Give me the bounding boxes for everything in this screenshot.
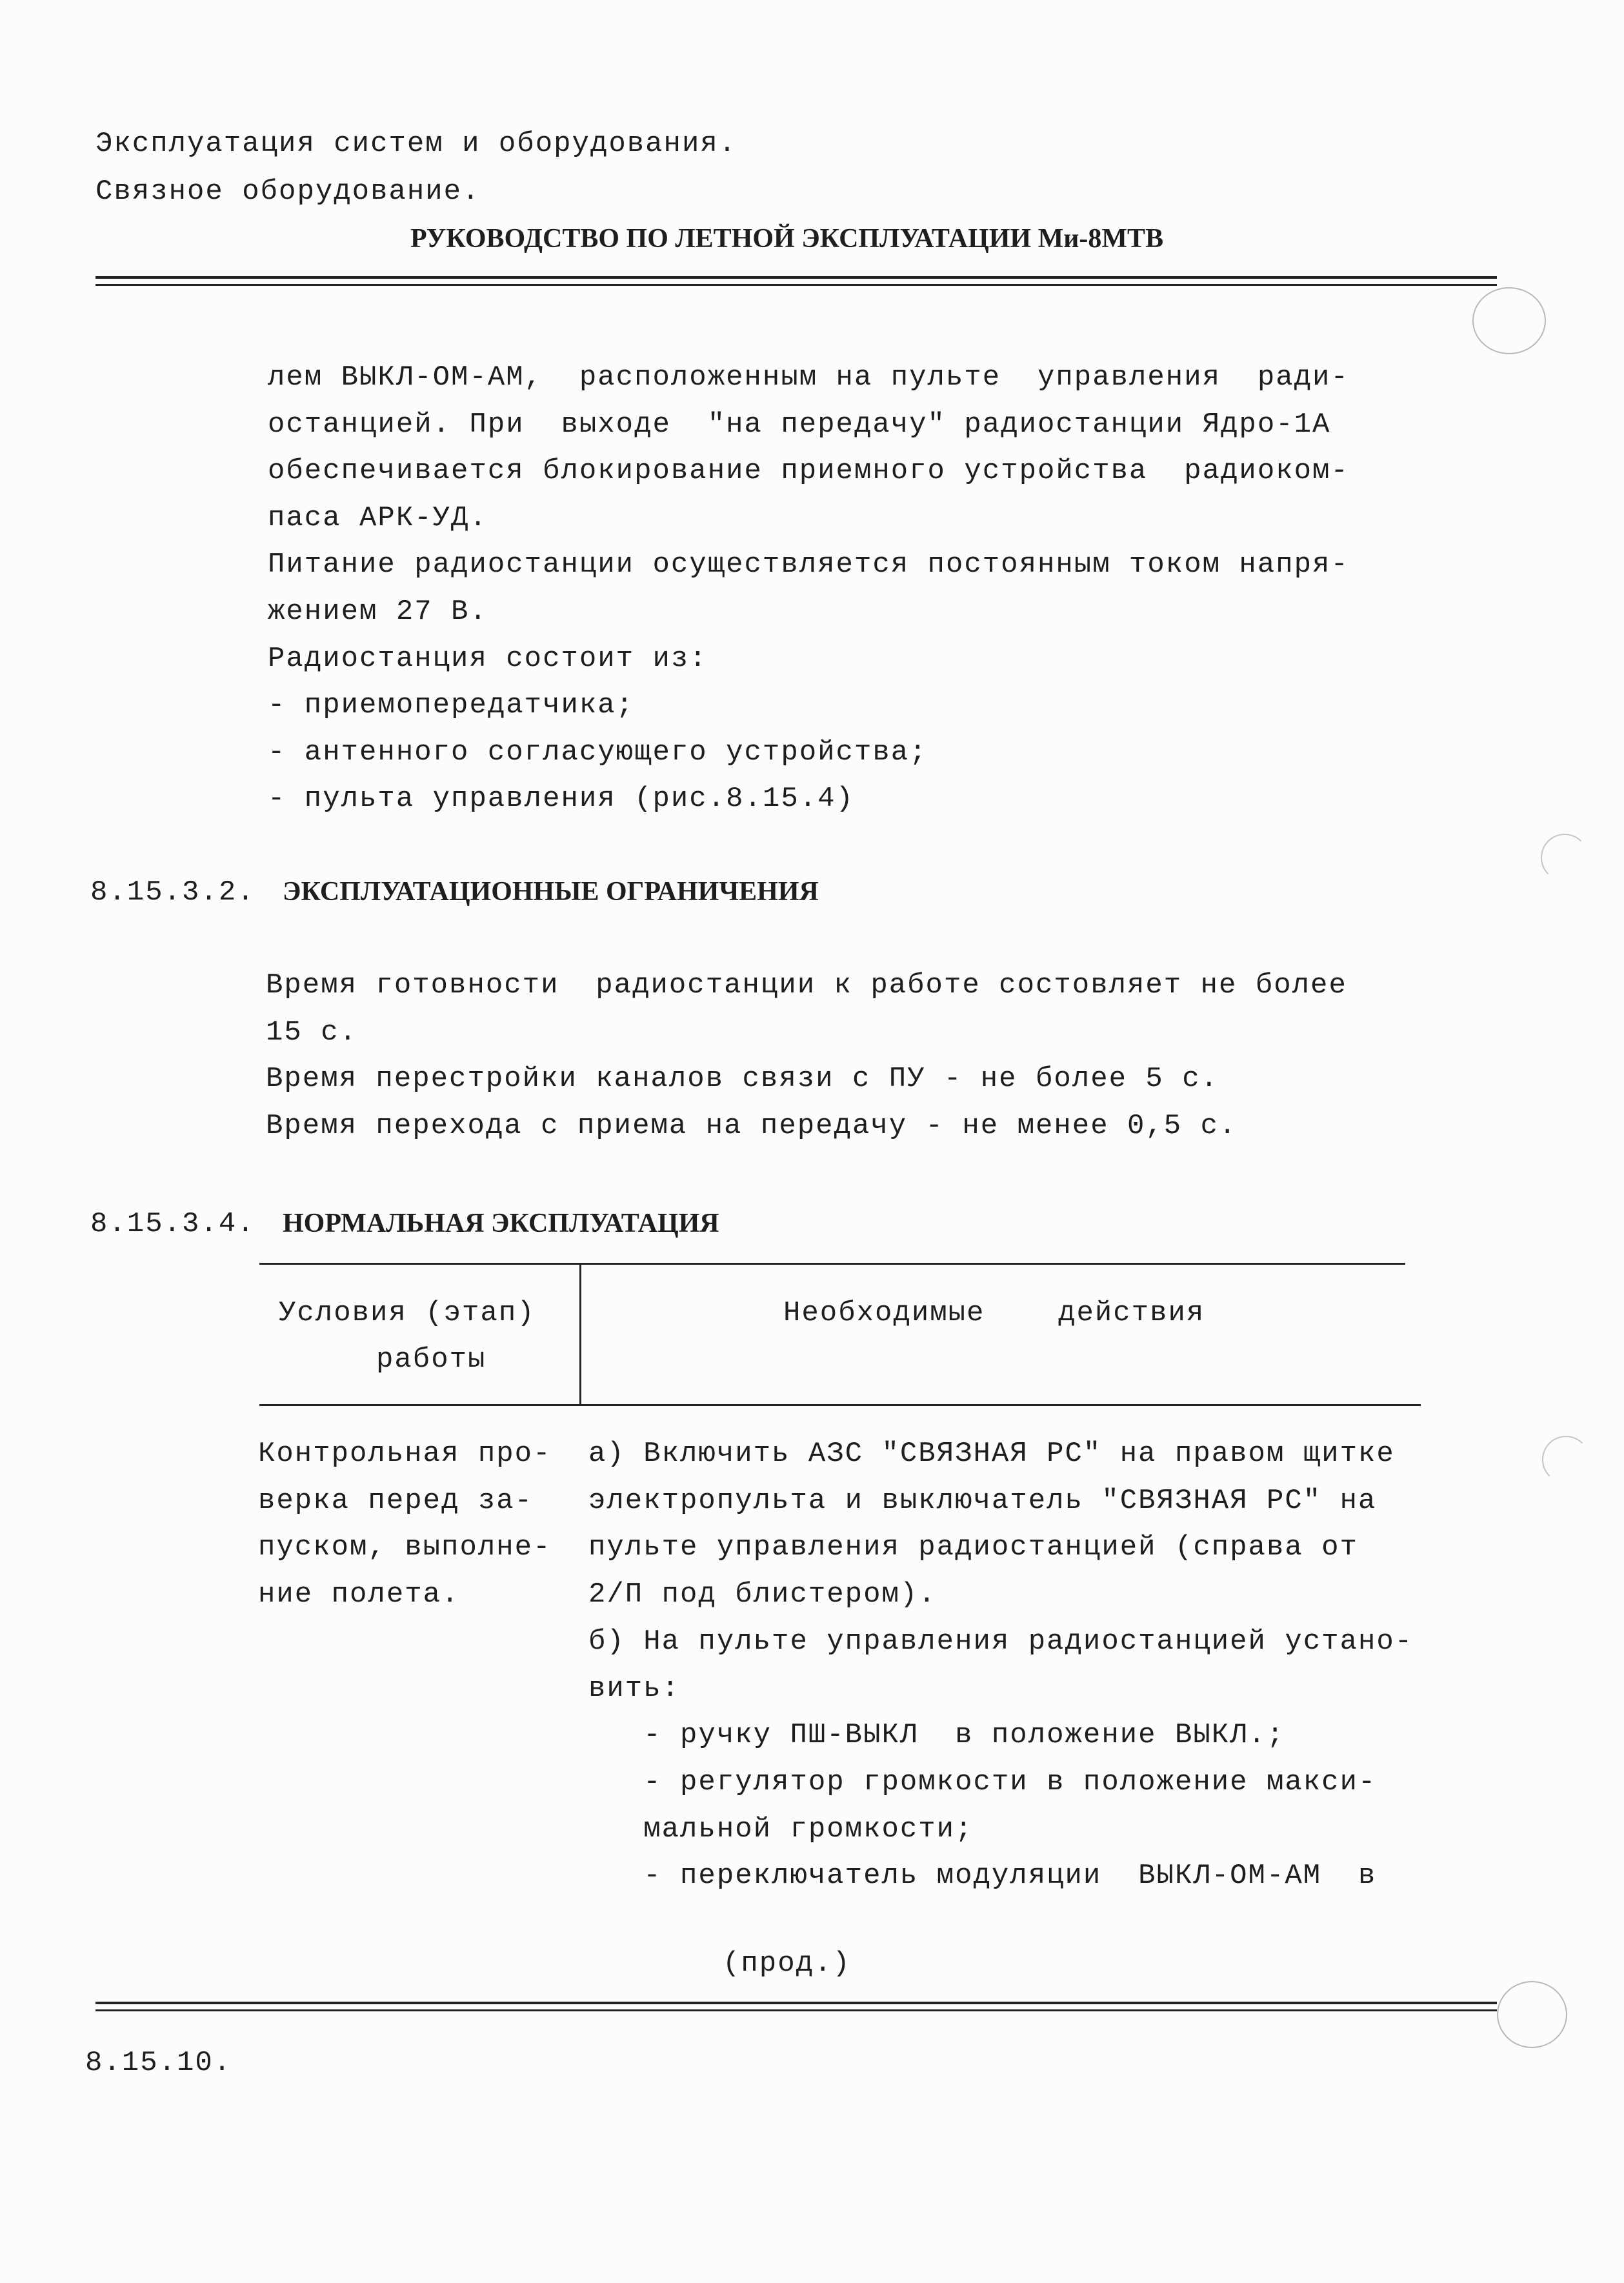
table-cell-line: 2/П под блистером). <box>588 1578 937 1611</box>
text-line: жением 27 В. <box>268 596 488 628</box>
table-cell-line: - переключатель модуляции ВЫКЛ-ОМ-АМ в <box>588 1860 1377 1893</box>
text-line: паса АРК-УД. <box>268 501 488 534</box>
punch-hole-icon <box>1472 287 1546 354</box>
header-line-2: Связное оборудование. <box>95 176 481 208</box>
manual-title: РУКОВОДСТВО ПО ЛЕТНОЙ ЭКСПЛУАТАЦИИ Ми-8МТВ <box>410 224 1164 254</box>
bottom-rule-lower <box>95 2009 1497 2011</box>
table-cell-line: б) На пульте управления радиостанцией устано- <box>588 1625 1414 1658</box>
table-header-condition-2: работы <box>376 1343 486 1376</box>
top-rule-upper <box>95 276 1497 279</box>
text-line: Питание радиостанции осуществляется постоянным током напря- <box>268 548 1349 581</box>
punch-hole-icon <box>1541 834 1589 881</box>
table-header-actions: Необходимые действия <box>783 1297 1205 1329</box>
text-line: - приемопередатчика; <box>268 689 635 722</box>
text-line: - пульта управления (рис.8.15.4) <box>268 783 854 816</box>
section-limits-title: ЭКСПЛУАТАЦИОННЫЕ ОГРАНИЧЕНИЯ <box>283 877 819 907</box>
table-cell-line: а) Включить АЗС "СВЯЗНАЯ РС" на правом щитке <box>588 1438 1395 1470</box>
table-top-rule <box>259 1263 1405 1265</box>
top-rule-lower <box>95 284 1497 286</box>
section-limits-number: 8.15.3.2. <box>90 876 256 909</box>
table-column-divider <box>579 1263 581 1406</box>
bottom-rule-upper <box>95 2002 1497 2004</box>
text-line: Радиостанция состоит из: <box>268 642 708 675</box>
table-cell-line: пуском, выполне- <box>258 1531 552 1564</box>
punch-hole-icon <box>1542 1436 1590 1483</box>
table-cell-line: ние полета. <box>258 1578 460 1611</box>
text-line: Время готовности радиостанции к работе состовляет не более <box>266 969 1347 1001</box>
page-number: 8.15.10. <box>85 2047 232 2079</box>
table-cell-line: Контрольная про- <box>258 1438 552 1470</box>
text-line: Время перехода с приема на передачу - не менее 0,5 с. <box>266 1110 1238 1143</box>
punch-hole-icon <box>1497 1981 1567 2048</box>
table-cell-line: вить: <box>588 1672 681 1705</box>
table-header-condition: Условия (этап) <box>279 1297 536 1329</box>
text-line: - антенного согласующего устройства; <box>268 736 928 769</box>
table-cell-line: верка перед за- <box>258 1484 534 1517</box>
table-cell-line: - регулятор громкости в положение макси- <box>588 1765 1377 1798</box>
header-line-1: Эксплуатация систем и оборудования. <box>95 128 737 160</box>
continued-marker: (прод.) <box>723 1947 851 1980</box>
section-normal-number: 8.15.3.4. <box>90 1208 256 1240</box>
text-line: обеспечивается блокирование приемного устройства радиоком- <box>268 455 1349 488</box>
section-normal-title: НОРМАЛЬНАЯ ЭКСПЛУАТАЦИЯ <box>283 1209 719 1238</box>
text-line: останцией. При выходе "на передачу" радиостанции Ядро-1А <box>268 408 1331 441</box>
table-cell-line: электропульта и выключатель "СВЯЗНАЯ РС" на <box>588 1484 1377 1517</box>
table-cell-line: пульте управления радиостанцией (справа от <box>588 1531 1358 1564</box>
text-line: 15 с. <box>266 1016 358 1049</box>
table-cell-line: - ручку ПШ-ВЫКЛ в положение ВЫКЛ.; <box>588 1719 1285 1752</box>
table-cell-line: мальной громкости; <box>588 1813 974 1846</box>
text-line: Время перестройки каналов связи с ПУ - не более 5 с. <box>266 1063 1219 1096</box>
text-line: лем ВЫКЛ-ОМ-АМ, расположенным на пульте управления ради- <box>268 361 1349 394</box>
table-header-rule <box>259 1404 1421 1406</box>
